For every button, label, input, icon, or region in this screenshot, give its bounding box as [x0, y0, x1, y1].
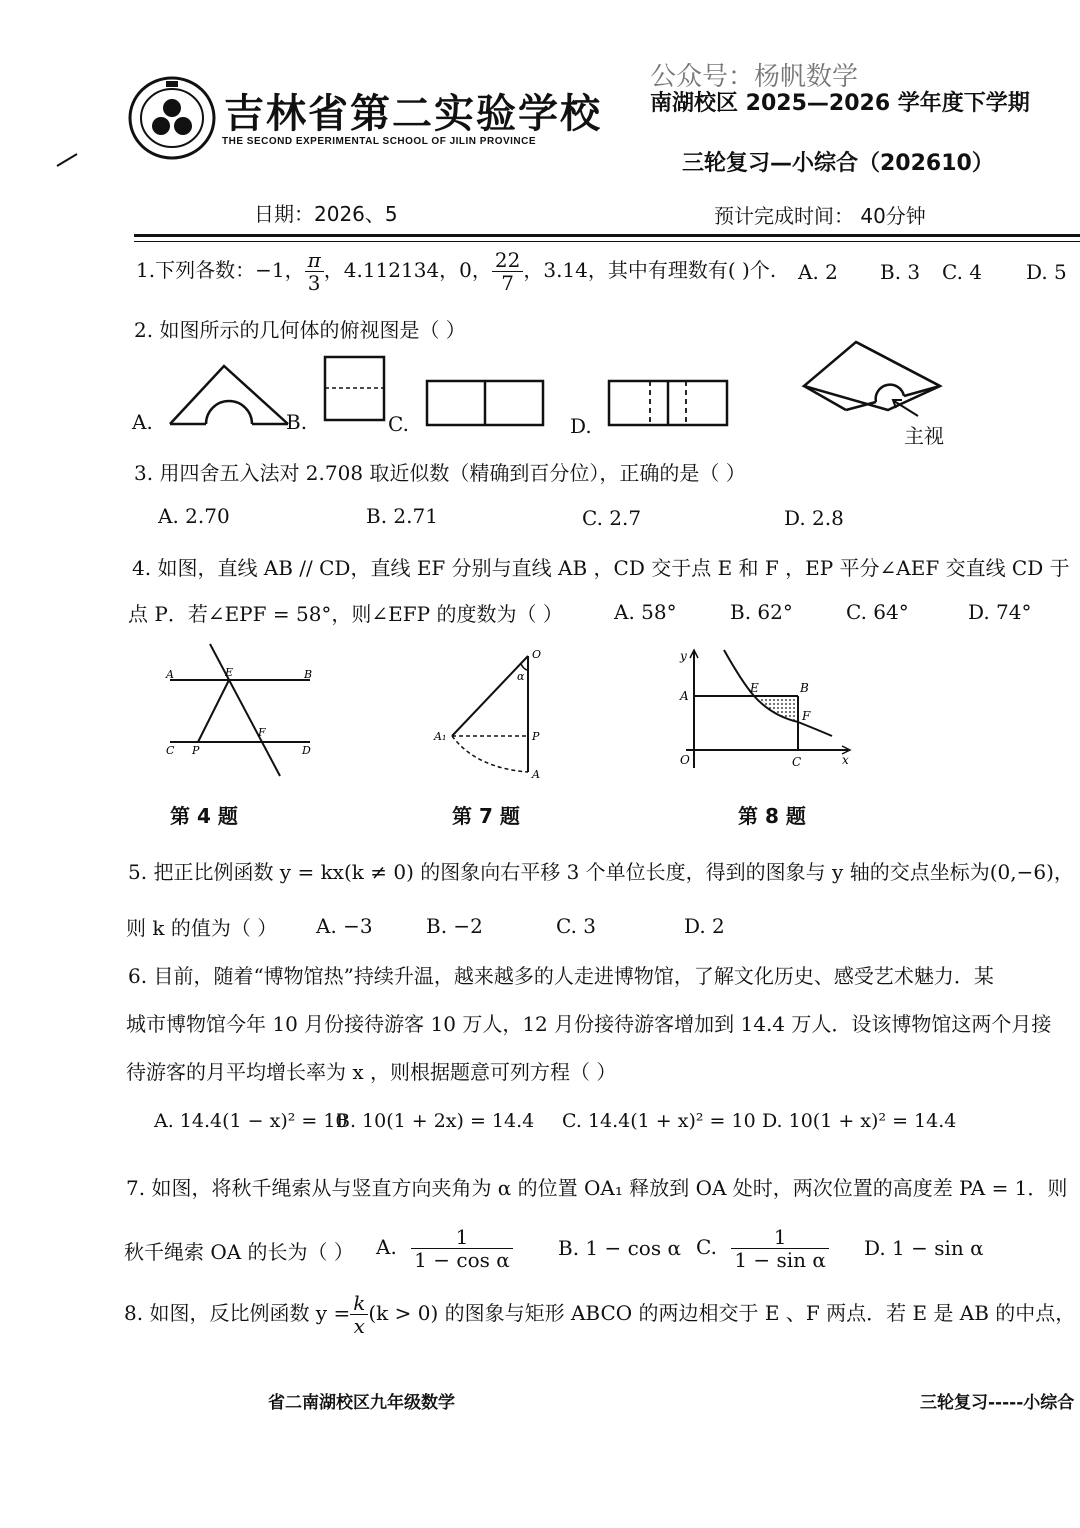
figure-4 [160, 640, 320, 780]
arrow-icon [888, 396, 922, 420]
fig7-label-alpha: α [517, 670, 525, 683]
fig8-label-b: B [800, 681, 809, 695]
q6-option-a[interactable]: A. 14.4(1 − x)² = 10 [154, 1110, 348, 1132]
time-label: 预计完成时间： 40分钟 [714, 204, 926, 228]
q7-option-b[interactable]: B. 1 − cos α [558, 1236, 681, 1260]
fig7-label-p: P [532, 730, 540, 743]
figure-8 [672, 642, 858, 776]
question-1 [136, 249, 776, 294]
q4-option-d[interactable]: D. 74° [968, 600, 1032, 624]
fig7-label-a: A [532, 768, 540, 781]
q4-option-c[interactable]: C. 64° [846, 600, 909, 624]
school-logo [128, 76, 216, 160]
q3-option-a[interactable]: A. 2.70 [158, 504, 230, 528]
q3-option-c[interactable]: C. 2.7 [582, 506, 642, 530]
figure-7-caption: 第 7 题 [452, 804, 520, 828]
question-6-line-2: 城市博物馆今年 10 月份接待游客 10 万人，12 月份接待游客增加到 14.4 万人．设该博物馆这两个月接 [126, 1012, 1052, 1036]
term-label: 南湖校区 2025—2026 学年度下学期 [650, 91, 1030, 116]
footer-right: 三轮复习-----小综合 [920, 1393, 1075, 1413]
q1-option-d[interactable]: D. 5 [1026, 260, 1067, 284]
q1-option-b[interactable]: B. 3 [880, 260, 921, 284]
q7-c-num: 1 [731, 1226, 829, 1249]
q3-option-d[interactable]: D. 2.8 [784, 506, 844, 530]
q7-a-num: 1 [411, 1226, 513, 1249]
question-7-line-1: 7. 如图，将秋千绳索从与竖直方向夹角为 α 的位置 OA₁ 释放到 OA 处时，两次位置的高度差 PA = 1．则 [126, 1176, 1068, 1200]
fig7-label-o: O [532, 648, 542, 661]
question-4-line-2: 点 P．若∠EPF = 58°，则∠EFP 的度数为（ ） [128, 602, 563, 626]
q4-option-b[interactable]: B. 62° [730, 600, 793, 624]
q1-option-c[interactable]: C. 4 [942, 260, 983, 284]
question-4-line-1: 4. 如图，直线 AB // CD，直线 EF 分别与直线 AB ，CD 交于点 E 和 F ，EP 平分∠AEF 交直线 CD 于 [132, 556, 1070, 580]
footer-left: 省二南湖校区九年级数学 [268, 1393, 455, 1413]
q2-shape-d [606, 378, 730, 428]
q1-tail: ，3.14，其中有理数有( )个. [523, 258, 777, 282]
q8-pre: 8. 如图，反比例函数 y = [124, 1301, 351, 1325]
q7-option-c-label: C. [696, 1235, 717, 1259]
fig8-label-a: A [680, 689, 689, 703]
question-6-line-3: 待游客的月平均增长率为 x ，则根据题意可列方程（ ） [126, 1060, 617, 1084]
figure-7 [428, 644, 558, 786]
question-2: 2. 如图所示的几何体的俯视图是（ ） [134, 318, 466, 342]
q5-option-b[interactable]: B. −2 [426, 914, 483, 938]
fig4-label-a: A [166, 668, 174, 681]
q2-option-d[interactable]: D. [570, 414, 592, 438]
q7-option-c-fraction [731, 1226, 829, 1271]
q2-solid-figure [800, 338, 946, 418]
q2-option-a[interactable]: A. [132, 410, 153, 434]
question-3: 3. 用四舍五入法对 2.708 取近似数（精确到百分位），正确的是（ ） [134, 461, 746, 485]
question-5-line-1: 5. 把正比例函数 y = kx(k ≠ 0) 的图象向右平移 3 个单位长度，得到的图象与 y 轴的交点坐标为(0,−6)， [128, 860, 1074, 884]
fraction-k-x [350, 1292, 368, 1337]
fig7-label-a1: A₁ [434, 730, 447, 743]
question-8 [124, 1292, 1075, 1337]
q7-option-d[interactable]: D. 1 − sin α [864, 1236, 984, 1260]
q6-option-d[interactable]: D. 10(1 + x)² = 14.4 [762, 1110, 957, 1132]
q2-shape-b [322, 354, 388, 424]
q2-view-label: 主视 [904, 424, 944, 448]
q1-22: 22 [492, 249, 523, 272]
q1-pi: π [305, 249, 324, 272]
question-7-line-2: 秋千绳索 OA 的长为（ ） [124, 1240, 354, 1264]
q3-option-b[interactable]: B. 2.71 [366, 504, 438, 528]
figure-4-caption: 第 4 题 [170, 804, 238, 828]
fig4-label-p: P [192, 744, 200, 757]
q1-option-a[interactable]: A. 2 [798, 260, 838, 284]
q5-option-a[interactable]: A. −3 [316, 914, 373, 938]
fig8-label-e: E [750, 681, 759, 695]
header-divider-thick [134, 234, 1080, 237]
fig4-label-c: C [166, 744, 175, 757]
fig4-label-b: B [304, 668, 313, 681]
question-5-line-2: 则 k 的值为（ ） [126, 916, 278, 940]
figure-8-caption: 第 8 题 [738, 804, 806, 828]
q2-shape-c [424, 378, 546, 428]
question-6-line-1: 6. 目前，随着“博物馆热”持续升温，越来越多的人走进博物馆，了解文化历史、感受艺术魅力．某 [128, 964, 994, 988]
school-name-en: THE SECOND EXPERIMENTAL SCHOOL OF JILIN PROVINCE [222, 136, 537, 147]
watermark: 公众号：杨帆数学 [650, 62, 859, 92]
fig4-label-d: D [302, 744, 311, 757]
q8-post: (k > 0) 的图象与矩形 ABCO 的两边相交于 E 、F 两点．若 E 是 AB 的中点， [368, 1301, 1076, 1325]
q5-option-d[interactable]: D. 2 [684, 914, 725, 938]
q7-option-c[interactable] [696, 1226, 829, 1271]
q7-a-den: 1 − cos α [414, 1248, 510, 1272]
q8-x: x [353, 1314, 365, 1338]
exam-title: 三轮复习—小综合（202610） [682, 151, 994, 176]
fig8-label-o: O [680, 753, 690, 767]
q7-option-a-fraction [411, 1226, 513, 1271]
q2-option-b[interactable]: B. [286, 410, 308, 434]
q8-k: k [350, 1292, 368, 1315]
pen-mark [55, 150, 81, 170]
q6-option-c[interactable]: C. 14.4(1 + x)² = 10 [562, 1110, 756, 1132]
q1-three: 3 [307, 271, 321, 295]
q7-option-a[interactable] [376, 1226, 513, 1271]
q6-option-b[interactable]: B. 10(1 + 2x) = 14.4 [336, 1110, 535, 1132]
fig8-label-c: C [792, 755, 802, 769]
q1-prefix: 1.下列各数：−1， [136, 258, 305, 282]
q5-option-c[interactable]: C. 3 [556, 914, 597, 938]
fig8-label-y: y [680, 649, 687, 663]
q7-option-a-label: A. [376, 1235, 397, 1259]
school-name-cn: 吉林省第二实验学校 [224, 90, 602, 137]
q1-7: 7 [501, 271, 514, 295]
fig8-label-f: F [802, 709, 811, 723]
fraction-22-7 [492, 249, 523, 294]
date-label: 日期：2026、5 [254, 202, 398, 226]
fig4-label-e: E [225, 666, 234, 679]
q7-c-den: 1 − sin α [734, 1248, 826, 1272]
fig8-label-x: x [842, 753, 849, 767]
fig4-label-f: F [258, 726, 266, 739]
q1-mid: ，4.112134，0， [323, 258, 492, 282]
q2-shape-a [168, 362, 292, 428]
q2-option-c[interactable]: C. [388, 412, 409, 436]
fraction-pi-3 [305, 249, 324, 294]
q4-option-a[interactable]: A. 58° [614, 600, 677, 624]
header-divider-thin [134, 241, 1080, 242]
